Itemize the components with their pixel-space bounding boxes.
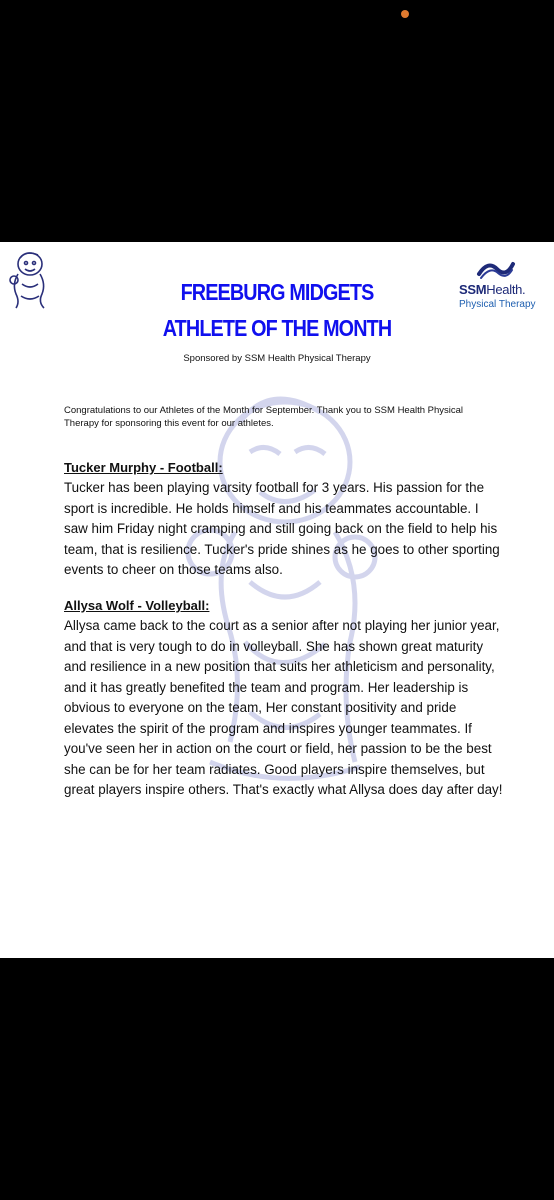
athlete-heading-tucker: Tucker Murphy - Football: — [64, 460, 223, 475]
ssm-brand-bold: SSM — [459, 282, 487, 297]
ssm-brand-light: Health. — [486, 282, 526, 297]
flyer-title-line2: ATHLETE OF THE MONTH — [162, 315, 392, 341]
athlete-heading-allysa: Allysa Wolf - Volleyball: — [64, 598, 210, 613]
intro-paragraph: Congratulations to our Athletes of the Month for September. Thank you to SSM Health Physical Therapy for sponsoring this event for our athletes. — [64, 405, 464, 429]
athlete-text-allysa: Allysa came back to the court as a senior after not playing her junior year, and that is very tough to do in volleyball. She has shown great maturity and resilience in a new position that suits her athleticism and personality, and it has greatly benefited the team and program. Her leadership is obvious to everyone on the team, Her constant positivity and pride elevates the spirit of the program and inspires younger teammates. If you've seen her in action on the court or field, her passion to be the best she can be for her team radiates. Good players inspire themselves, but great players inspire others. That's exactly what Allysa does day after day! — [64, 618, 503, 797]
athlete-text-tucker: Tucker has been playing varsity football for 3 years. His passion for the sport is incredible. He holds himself and his teammates accountable. I saw him Friday night cramping and still going back on the field to help his team, that is resilience. Tucker's pride shines as he goes to other sporting events to cheer on those teams also. — [64, 480, 500, 577]
ssm-wave-icon — [476, 258, 516, 280]
flyer-title-line1: FREEBURG MIDGETS — [180, 279, 374, 305]
athlete-flyer-image[interactable] — [0, 242, 554, 958]
sponsor-line: Sponsored by SSM Health Physical Therapy — [183, 353, 371, 364]
status-indicator-dot — [401, 10, 409, 18]
ssm-brand-subtitle: Physical Therapy — [459, 299, 536, 310]
